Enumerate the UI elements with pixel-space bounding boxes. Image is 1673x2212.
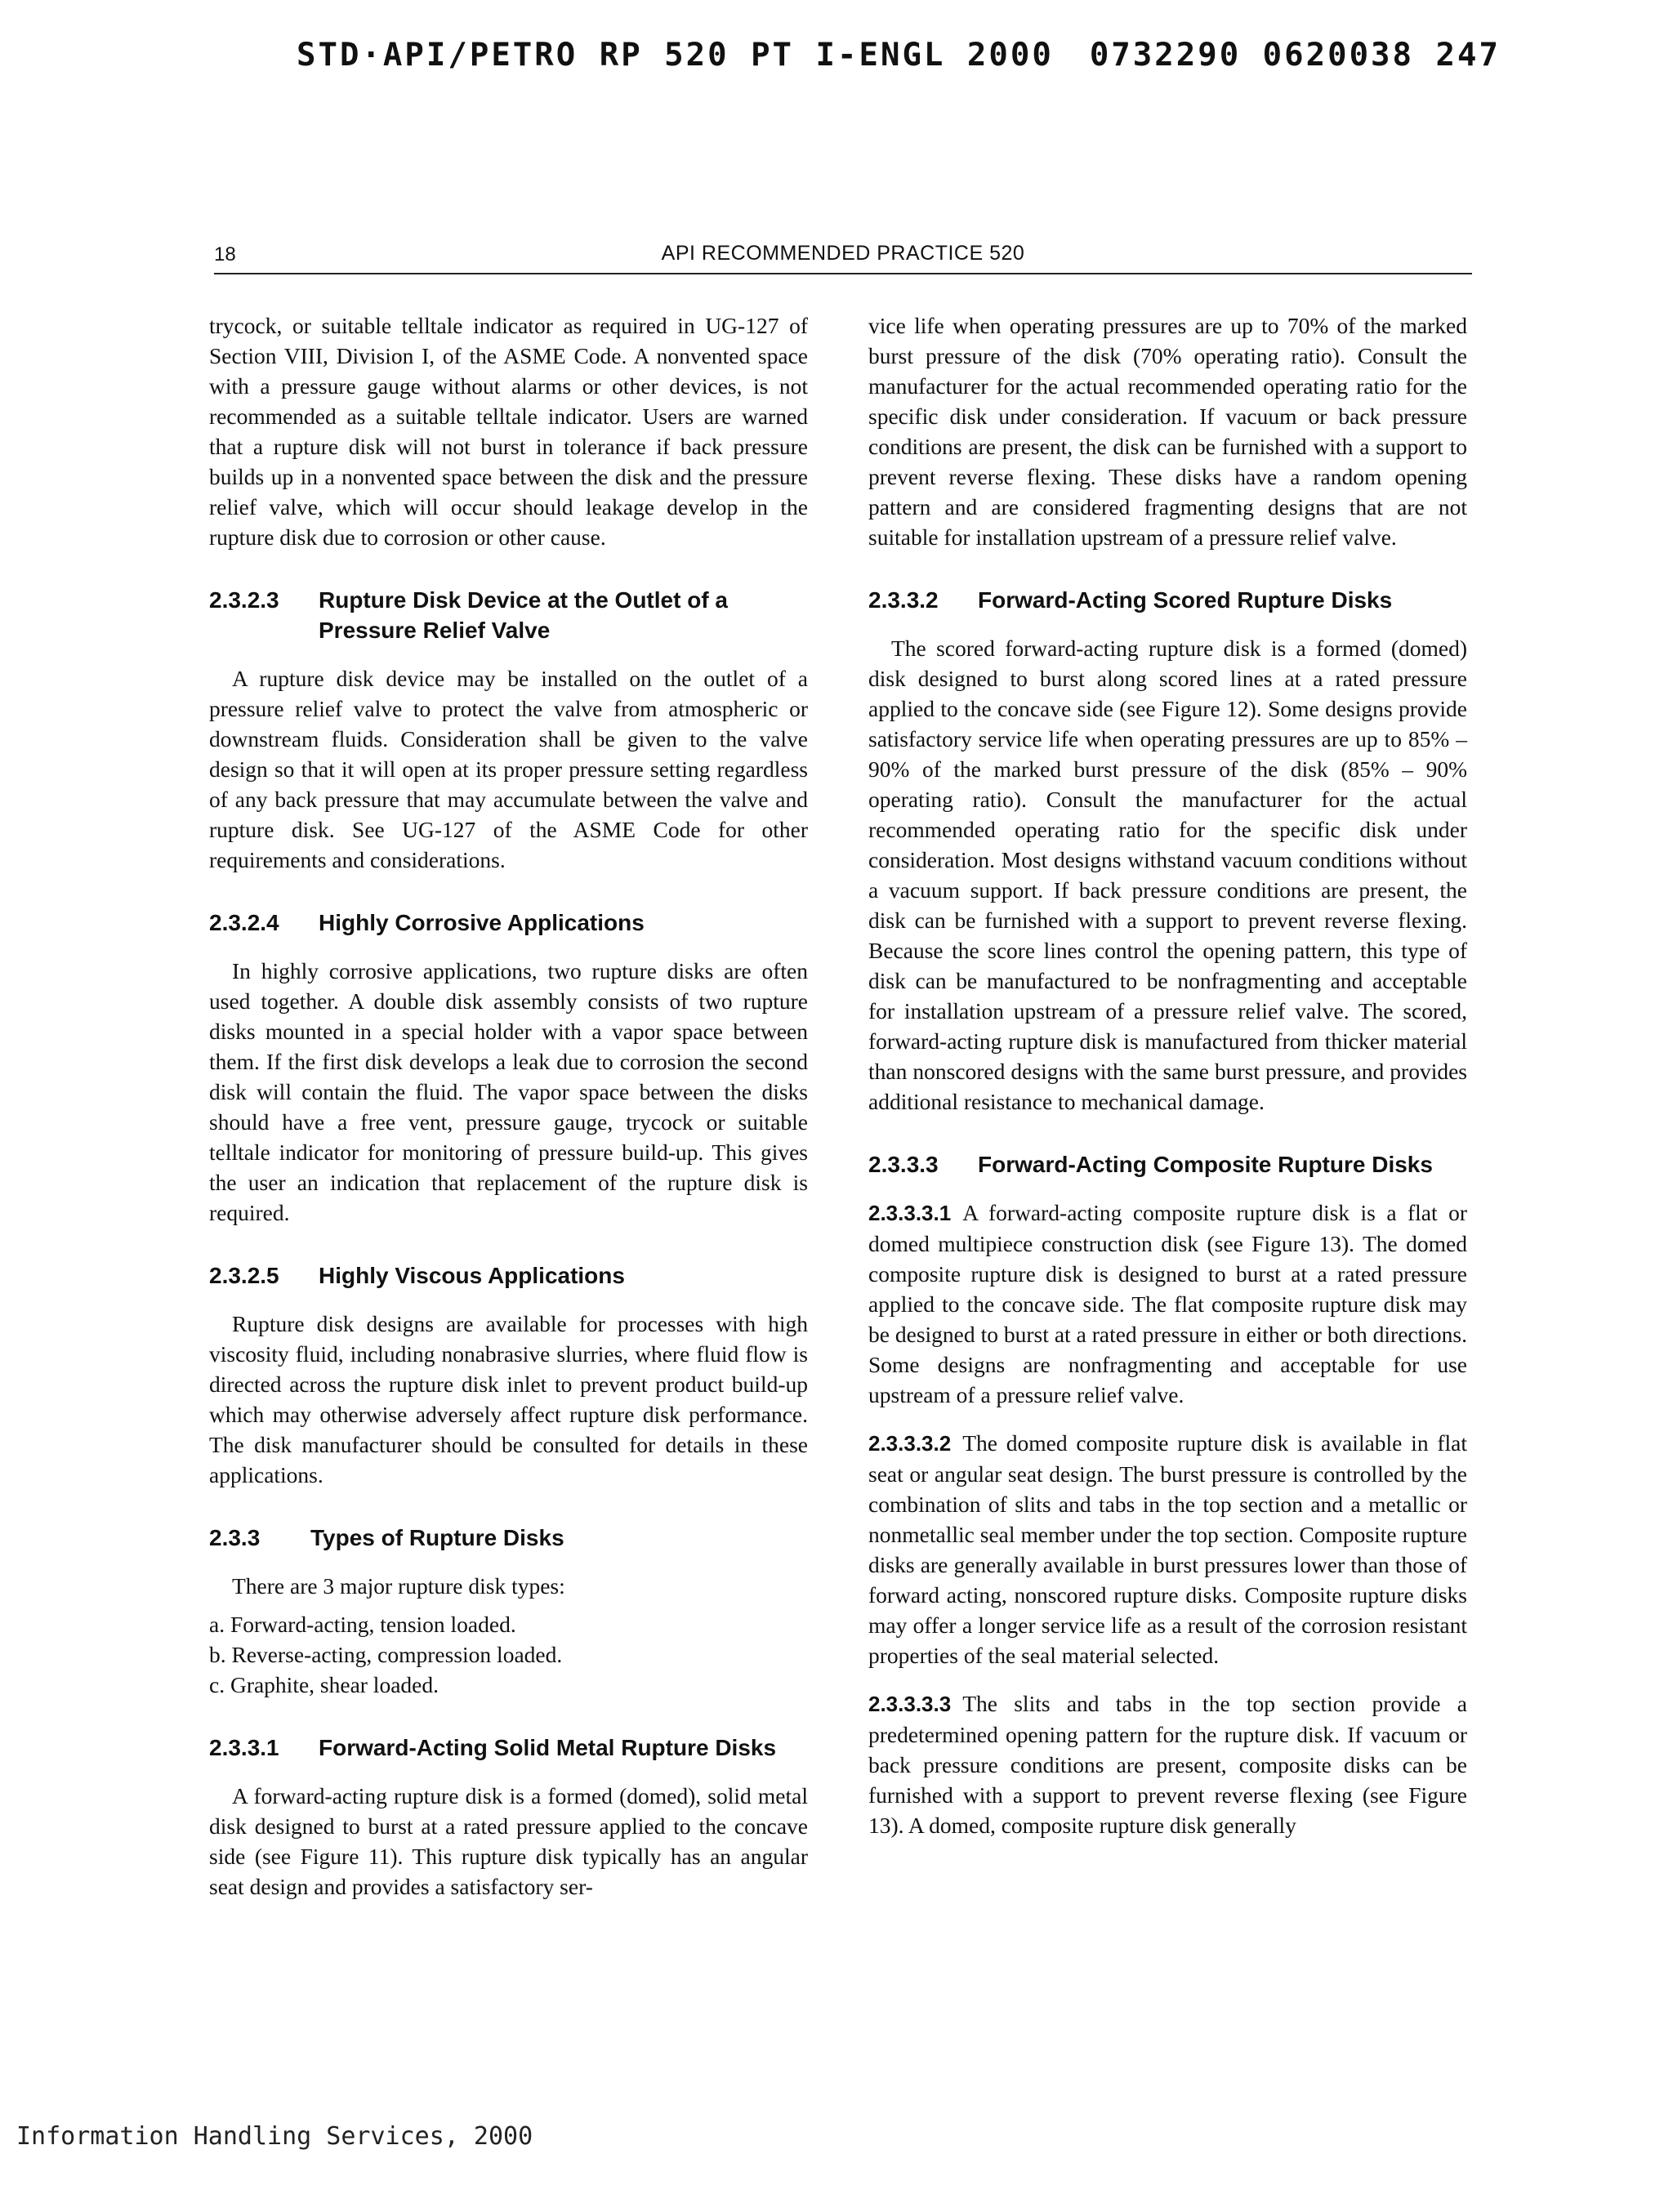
section-title: Rupture Disk Device at the Outlet of a Pressure Relief Valve bbox=[319, 587, 728, 643]
section-number: 2.3.2.3 bbox=[209, 587, 279, 613]
section-number: 2.3.2.4 bbox=[209, 910, 279, 935]
subsection-paragraph bbox=[868, 1428, 1467, 1670]
section-body: The scored forward-acting rupture disk is a formed (domed) disk designed to burst along scored lines at a rated pressure applied to the concave side (see Figure 12). Some designs provide satisfactory service life when operating pressures are up to 85% – 90% of the marked burst pressure of the disk (85% – 90% operating ratio). Consult the manufacturer for the actual recommended operating ratio for the specific disk under consideration. Most designs withstand vacuum conditions without a vacuum support. If back pressure conditions are present, the disk can be furnished with a support to prevent reverse flexing. Because the score lines control the opening pattern, this type of disk can be manufactured to be nonfragmenting and acceptable for installation upstream of a pressure relief valve. The scored, forward-acting rupture disk is manufactured from thicker material than nonscored designs with the same burst pressure, and provides additional resistance to mechanical damage. bbox=[868, 636, 1467, 1114]
subsection-number: 2.3.3.3.2 bbox=[868, 1431, 952, 1456]
subsection-text: A forward-acting composite rupture disk is a flat or domed multipiece construction disk (see Figure 13). The domed composite rupture disk is designed to burst at a rated pressure applied to the concave side. The flat composite rupture disk may be designed to burst at a rated pressure in either or both directions. Some designs are nonfragmenting and acceptable for use upstream of a pressure relief valve. bbox=[868, 1200, 1467, 1407]
section-body: Rupture disk designs are available for processes with high viscosity fluid, including nonabrasive slurries, where fluid flow is directed across the rupture disk inlet to prevent product build-up which may otherwise adversely affect rupture disk performance. The disk manufacturer should be consulted for details in these applications. bbox=[209, 1311, 808, 1487]
section-title: Forward-Acting Solid Metal Rupture Disks bbox=[319, 1735, 777, 1760]
subsection-number: 2.3.3.3.1 bbox=[868, 1201, 952, 1225]
section-heading-2-3-3 bbox=[209, 1523, 808, 1553]
section-heading-2-3-2-5 bbox=[209, 1260, 808, 1291]
section-number: 2.3.3 bbox=[209, 1525, 261, 1550]
list-item: a. Forward-acting, tension loaded. bbox=[209, 1612, 516, 1637]
list-item: c. Graphite, shear loaded. bbox=[209, 1672, 439, 1697]
section-title: Forward-Acting Scored Rupture Disks bbox=[978, 587, 1393, 613]
page-header bbox=[214, 239, 1472, 274]
section-number: 2.3.3.3 bbox=[868, 1152, 939, 1177]
section-heading-2-3-2-3 bbox=[209, 585, 808, 645]
section-title: Types of Rupture Disks bbox=[310, 1525, 564, 1550]
document-control-number bbox=[297, 34, 1506, 75]
subsection-paragraph bbox=[868, 1197, 1467, 1410]
section-title: Highly Corrosive Applications bbox=[319, 910, 645, 935]
section-number: 2.3.3.2 bbox=[868, 587, 939, 613]
section-body: A rupture disk device may be installed on the outlet of a pressure relief valve to protect the valve from atmospheric or downstream fluids. Consideration shall be given to the valve design so that it will open at its proper pressure setting regardless of any back pressure that may accumulate between the valve and rupture disk. See UG-127 of the ASME Code for other requirements and considerations. bbox=[209, 666, 808, 872]
subsection-number: 2.3.3.3.3 bbox=[868, 1692, 952, 1716]
section-heading-2-3-3-2 bbox=[868, 585, 1467, 615]
section-body: A forward-acting rupture disk is a formed (domed), solid metal disk designed to burst at a rated pressure applied to the concave side (see Figure 11). This rupture disk typically has an angular seat design and provides a satisfactory ser- bbox=[209, 1783, 808, 1899]
list-item: b. Reverse-acting, compression loaded. bbox=[209, 1642, 563, 1667]
section-heading-2-3-3-1 bbox=[209, 1733, 808, 1763]
subsection-paragraph bbox=[868, 1688, 1467, 1840]
section-heading-2-3-3-3 bbox=[868, 1149, 1467, 1180]
section-title: Forward-Acting Composite Rupture Disks bbox=[978, 1152, 1433, 1177]
paragraph-continued: trycock, or suitable telltale indicator as required in UG-127 of Section VIII, Division I, of the ASME Code. A nonvented space with a pressure gauge without alarms or other devices, is not recommended as a suitable telltale indicator. Users are warned that a rupture disk will not burst in tolerance if back pressure builds up in a nonvented space between the disk and the pressure relief valve, which will occur should leakage develop in the rupture disk due to corrosion or other cause. bbox=[209, 313, 808, 550]
section-title: Highly Viscous Applications bbox=[319, 1263, 625, 1288]
subsection-text: The slits and tabs in the top section provide a predetermined opening pattern for the rupture disk. If vacuum or back pressure conditions are present, composite disks can be furnished with a support to prevent reverse flexing (see Figure 13). A domed, composite rupture disk generally bbox=[868, 1691, 1467, 1838]
header-rule bbox=[214, 273, 1472, 274]
right-column bbox=[868, 310, 1467, 1849]
footer-source-line: Information Handling Services, 2000 bbox=[16, 2122, 533, 2151]
section-intro: There are 3 major rupture disk types: bbox=[232, 1573, 565, 1599]
section-heading-2-3-2-4 bbox=[209, 908, 808, 938]
section-body: In highly corrosive applications, two rupture disks are often used together. A double disk assembly consists of two rupture disks mounted in a special holder with a vapor space between them. If the first disk develops a leak due to corrosion the second disk will contain the fluid. The vapor space between the disks should have a free vent, pressure gauge, trycock or suitable telltale indicator for monitoring of pressure build-up. This gives the user an indication that replacement of the rupture disk is required. bbox=[209, 958, 808, 1225]
running-title: API RECOMMENDED PRACTICE 520 bbox=[661, 242, 1025, 265]
rupture-disk-types-list bbox=[209, 1609, 808, 1700]
left-column bbox=[209, 310, 808, 1910]
control-code-serial: 0732290 0620038 247 bbox=[1089, 36, 1501, 74]
subsection-text: The domed composite rupture disk is available in flat seat or angular seat design. The burst pressure is controlled by the combination of slits and tabs in the top section and a metallic or nonmetallic seal member under the top section. Composite rupture disks are generally available in burst pressures lower than those of forward acting, nonscored rupture disks. Composite rupture disks may offer a longer service life as a result of the corrosion resistant properties of the seal material selected. bbox=[868, 1430, 1467, 1668]
page-number: 18 bbox=[214, 243, 236, 265]
control-code-text: STD·API/PETRO RP 520 PT I-ENGL 2000 bbox=[297, 36, 1054, 74]
paragraph-continued: vice life when operating pressures are up to 70% of the marked burst pressure of the disk (70% operating ratio). Consult the manufacturer for the actual recommended operating ratio for the specific disk under consideration. If vacuum or back pressure conditions are present, the disk can be furnished with a support to prevent reverse flexing. These disks have a random opening pattern and are considered fragmenting designs that are not suitable for installation upstream of a pressure relief valve. bbox=[868, 313, 1467, 550]
section-number: 2.3.2.5 bbox=[209, 1263, 279, 1288]
section-number: 2.3.3.1 bbox=[209, 1735, 279, 1760]
